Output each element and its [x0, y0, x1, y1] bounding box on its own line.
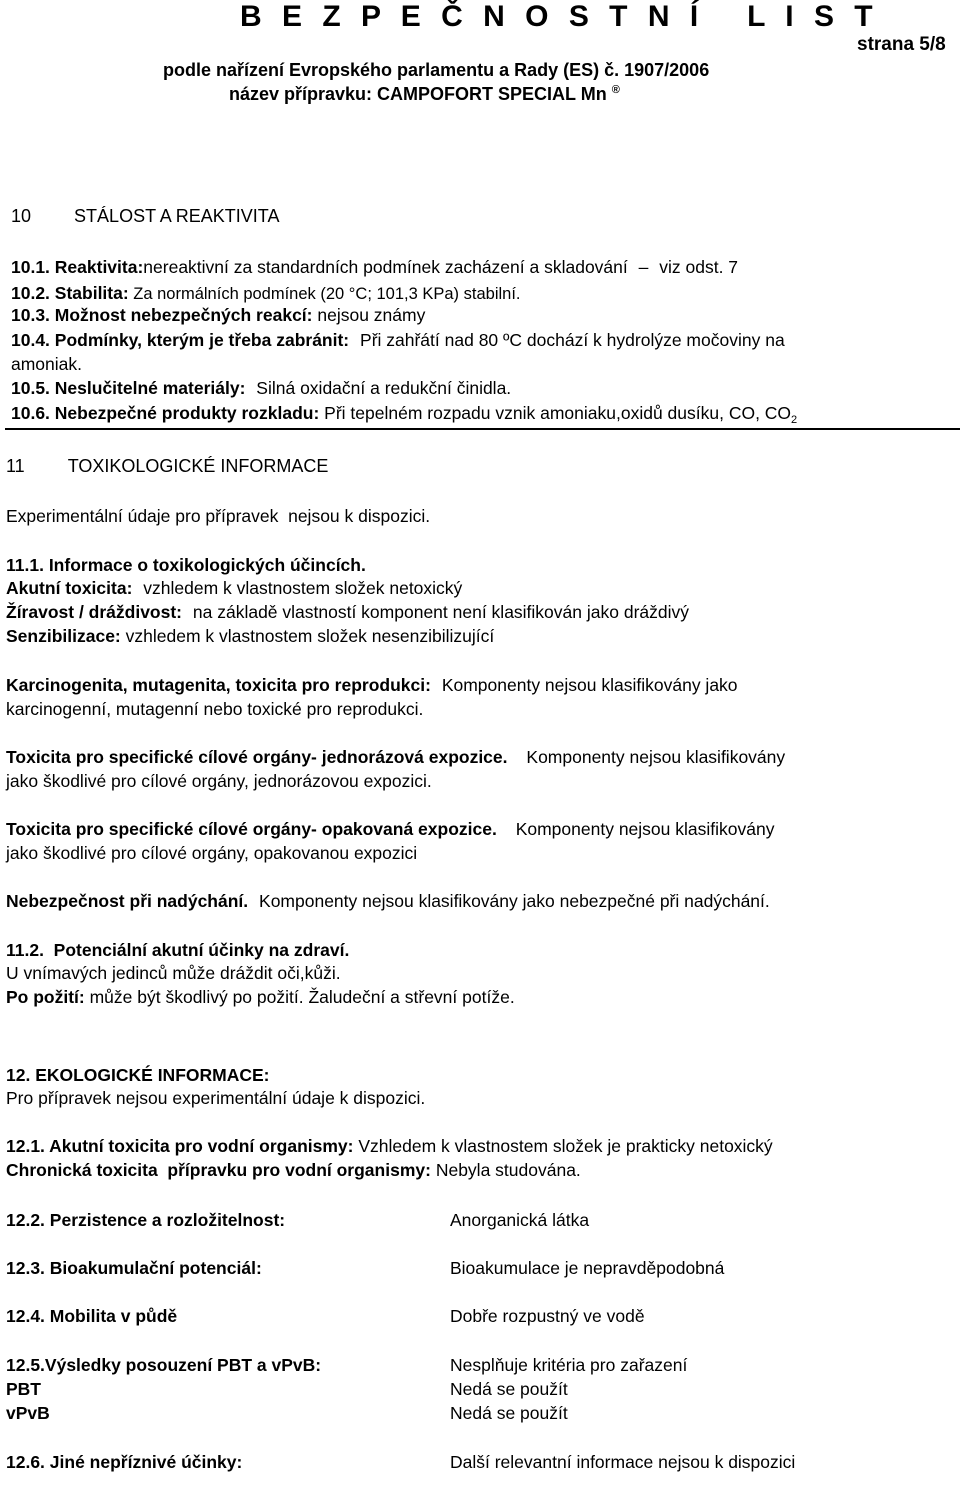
aspiration [6, 891, 770, 912]
row-label-pbt: PBT [6, 1379, 41, 1399]
row-value-mobility: Dobře rozpustný ve vodě [450, 1306, 645, 1326]
text: Komponenty nejsou klasifikovány [515, 819, 775, 839]
section-number: 10 [11, 206, 32, 226]
corrosivity [6, 602, 689, 623]
item-10-6 [11, 403, 797, 426]
row-label-mobility: 12.4. Mobilita v půdě [6, 1306, 178, 1326]
text: Komponenty nejsou klasifikovány jako nebezpečné při nadýchání. [259, 891, 770, 911]
label: 12.1. Akutní toxicita pro vodní organismy: [6, 1136, 354, 1156]
divider [5, 428, 960, 430]
text: vzhledem k vlastnostem složek netoxický [143, 578, 463, 598]
product-name-text: název přípravku: CAMPOFORT SPECIAL Mn [229, 84, 607, 104]
section-title: STÁLOST A REAKTIVITA [74, 206, 280, 226]
section-12-heading: 12. EKOLOGICKÉ INFORMACE: [6, 1065, 270, 1085]
s11-2-heading: 11.2. Potenciální akutní účinky na zdraví. [6, 940, 350, 960]
page-number: strana 5/8 [857, 34, 946, 55]
label: Senzibilizace: [6, 626, 121, 646]
s11-intro: Experimentální údaje pro přípravek nejsou k dispozici. [6, 506, 431, 526]
item-label: 10.4. Podmínky, kterým je třeba zabránit: [11, 330, 350, 350]
row-label-pbt-assessment: 12.5.Výsledky posouzení PBT a vPvB: [6, 1355, 322, 1375]
label: Toxicita pro specifické cílové orgány- opakovaná expozice. [6, 819, 497, 839]
row-value-bioaccumulation: Bioakumulace je nepravděpodobná [450, 1258, 725, 1278]
row-label-vpvb: vPvB [6, 1403, 50, 1423]
dash: – [638, 257, 649, 277]
item-label: 10.3. Možnost nebezpečných reakcí: [11, 305, 313, 325]
label: Žíravost / dráždivost: [6, 602, 183, 622]
item-ref: viz odst. 7 [659, 257, 739, 277]
section-10-heading [11, 206, 279, 227]
sensitization [6, 626, 494, 647]
text: Komponenty nejsou klasifikovány [526, 747, 786, 767]
text: Vzhledem k vlastnostem složek je prakticky netoxický [358, 1136, 773, 1156]
text: Nebyla studována. [435, 1160, 581, 1180]
item-10-4-cont: amoniak. [11, 354, 83, 374]
item-10-4 [11, 330, 785, 351]
s11-2-line1: U vnímavých jedinců může dráždit oči,kůži. [6, 963, 341, 983]
item-label: 10.2. Stabilita: [11, 283, 129, 303]
section-11-heading [6, 456, 328, 477]
row-value-persistence: Anorganická látka [450, 1210, 590, 1230]
item-text: Za normálních podmínek (20 °C; 101,3 KPa) stabilní. [133, 285, 521, 303]
cmr-cont: karcinogenní, mutagenní nebo toxické pro reprodukci. [6, 699, 424, 719]
aquatic-acute [6, 1136, 773, 1157]
s11-1-heading: 11.1. Informace o toxikologických účincích. [6, 555, 366, 575]
registered-mark: ® [611, 84, 620, 96]
aquatic-chronic [6, 1160, 581, 1181]
stot-repeated [6, 819, 774, 840]
item-10-1 [11, 257, 738, 278]
label: Nebezpečnost při nadýchání. [6, 891, 249, 911]
s12-intro: Pro přípravek nejsou experimentální údaje k dispozici. [6, 1088, 426, 1108]
document-title: B E Z P E Č N O S T N Í L I S T [240, 0, 879, 33]
item-text: nereaktivní za standardních podmínek zacházení a skladování [143, 257, 628, 277]
row-value-pbt: Nedá se použít [450, 1379, 568, 1399]
item-text: Při tepelném rozpadu vznik amoniaku,oxidů dusíku, CO, CO [324, 403, 792, 423]
item-text: Při zahřátí nad 80 ºC dochází k hydrolýze močoviny na [360, 330, 785, 350]
row-value-vpvb: Nedá se použít [450, 1403, 568, 1423]
row-label-persistence: 12.2. Perzistence a rozložitelnost: [6, 1210, 286, 1230]
label: Chronická toxicita přípravku pro vodní organismy: [6, 1160, 431, 1180]
cmr [6, 675, 738, 696]
item-10-2 [11, 283, 521, 304]
text: může být škodlivý po požití. Žaludeční a střevní potíže. [89, 987, 515, 1007]
item-label: 10.5. Neslučitelné materiály: [11, 378, 246, 398]
item-text: Silná oxidační a redukční činidla. [256, 378, 512, 398]
row-label-bioaccumulation: 12.3. Bioakumulační potenciál: [6, 1258, 262, 1278]
regulation-line: podle nařízení Evropského parlamentu a Rady (ES) č. 1907/2006 [163, 60, 710, 80]
section-number: 11 [6, 456, 25, 476]
label: Po požití: [6, 987, 85, 1007]
text: na základě vlastností komponent není klasifikován jako dráždivý [192, 602, 690, 622]
section-title: TOXIKOLOGICKÉ INFORMACE [67, 456, 329, 476]
subscript: 2 [791, 414, 798, 426]
item-10-5 [11, 378, 511, 399]
label: Karcinogenita, mutagenita, toxicita pro reprodukci: [6, 675, 431, 695]
text: vzhledem k vlastnostem složek nesenzibilizující [125, 626, 495, 646]
stot-repeated-cont: jako škodlivé pro cílové orgány, opakovanou expozici [6, 843, 418, 863]
item-label: 10.6. Nebezpečné produkty rozkladu: [11, 403, 320, 423]
label: Akutní toxicita: [6, 578, 133, 598]
item-label: 10.1. Reaktivita: [11, 257, 144, 277]
stot-single [6, 747, 785, 768]
item-text: nejsou známy [317, 305, 426, 325]
row-label-other-effects: 12.6. Jiné nepříznivé účinky: [6, 1452, 243, 1472]
stot-single-cont: jako škodlivé pro cílové orgány, jednorázovou expozici. [6, 771, 432, 791]
item-10-3 [11, 305, 425, 326]
acute-toxicity [6, 578, 462, 599]
ingestion [6, 987, 515, 1008]
row-value-pbt-assessment: Nesplňuje kritéria pro zařazení [450, 1355, 688, 1375]
row-value-other-effects: Další relevantní informace nejsou k dispozici [450, 1452, 796, 1472]
label: Toxicita pro specifické cílové orgány- jednorázová expozice. [6, 747, 508, 767]
product-name [229, 84, 620, 105]
text: Komponenty nejsou klasifikovány jako [441, 675, 738, 695]
